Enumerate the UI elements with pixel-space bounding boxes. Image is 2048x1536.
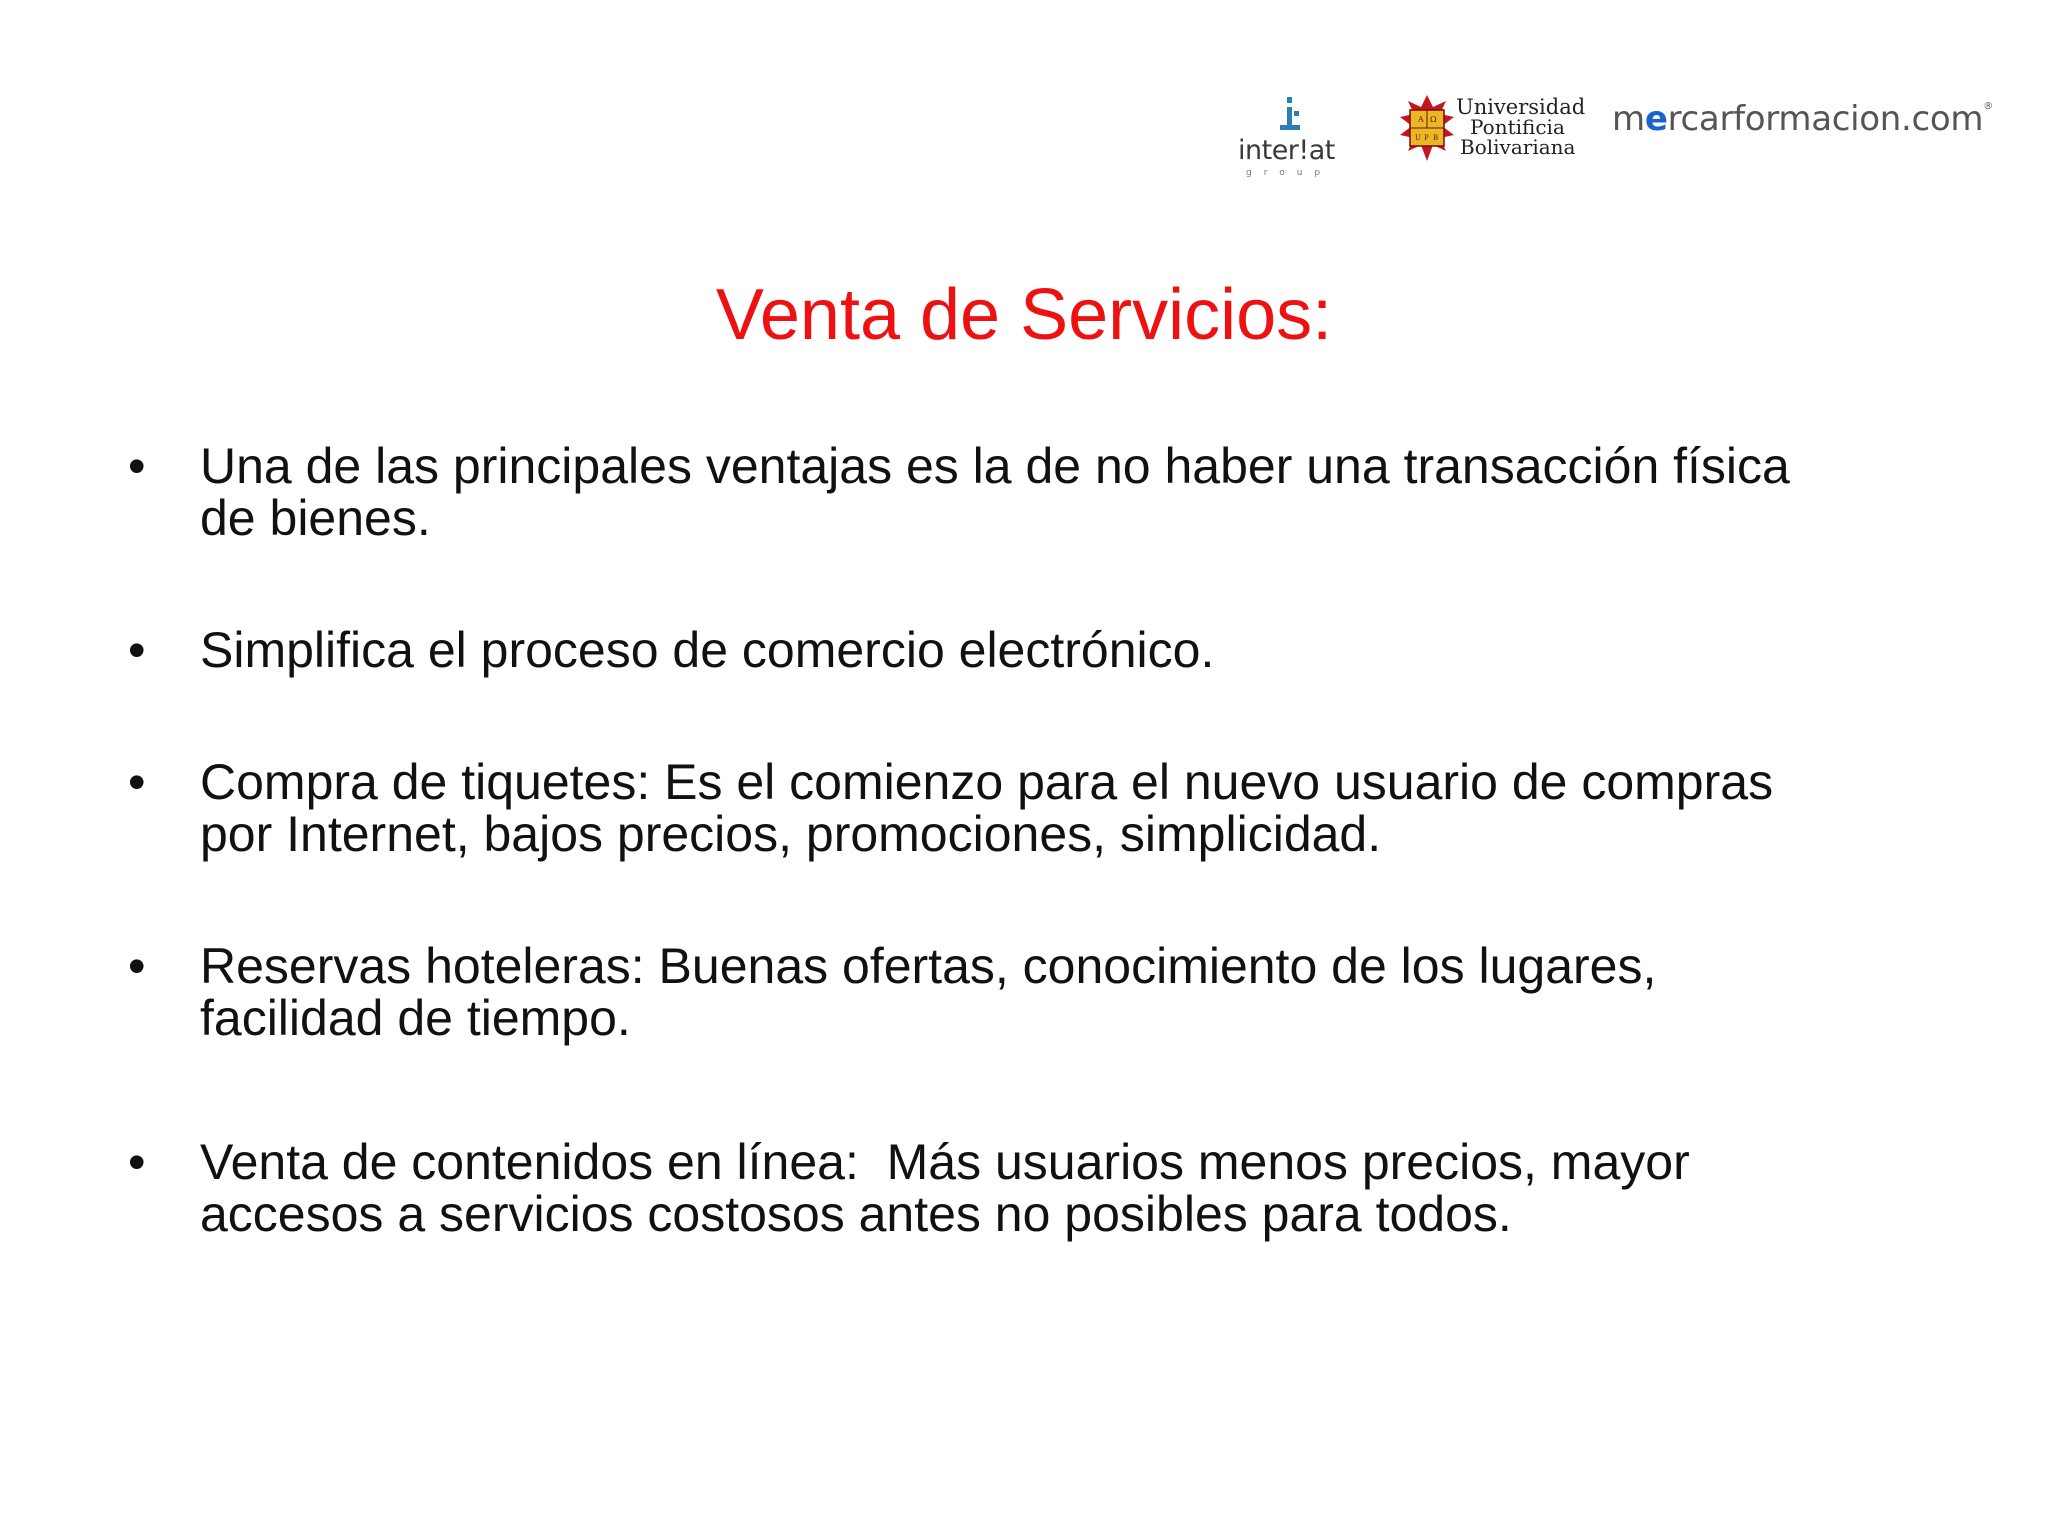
upb-shield-letter: P xyxy=(1424,134,1429,142)
upb-shield-icon xyxy=(1396,95,1458,161)
upb-logo xyxy=(1396,95,1586,165)
upb-name-line: Pontificia xyxy=(1470,115,1565,139)
upb-shield-letter: A xyxy=(1418,115,1424,124)
bullet-text: Venta de contenidos en línea: Más usuarios menos precios, mayor accesos a servicios costosos antes no posibles para todos. xyxy=(200,1134,1690,1242)
upb-shield-letter: B xyxy=(1433,134,1439,142)
bullet-marker: • xyxy=(128,438,146,494)
interlat-mark-icon xyxy=(1276,97,1306,137)
bullet-text: Compra de tiquetes: Es el comienzo para el nuevo usuario de compras por Internet, bajos precios, promociones, simplicidad. xyxy=(200,754,1774,862)
bullet-text: Reservas hoteleras: Buenas ofertas, conocimiento de los lugares, facilidad de tiempo. xyxy=(200,938,1657,1046)
registered-mark: ® xyxy=(1983,101,1993,112)
interlat-wordmark: inter!at xyxy=(1238,135,1335,166)
mercarformacion-logo xyxy=(1612,99,1993,139)
bullet-marker: • xyxy=(128,1134,146,1190)
interlat-logo xyxy=(1236,95,1346,185)
mercar-e-mark: e xyxy=(1644,99,1668,139)
upb-shield-letter: U xyxy=(1415,134,1421,142)
bullet-marker: • xyxy=(128,754,146,810)
mercar-rest: rcarformacion.com xyxy=(1667,99,1984,139)
logo-bar xyxy=(1236,95,1992,185)
interlat-subtitle: group xyxy=(1246,168,1333,178)
upb-name-line: Universidad xyxy=(1456,95,1586,119)
bullet-text: Simplifica el proceso de comercio electrónico. xyxy=(200,622,1215,678)
bullet-marker: • xyxy=(128,622,146,678)
upb-shield-letter: Ω xyxy=(1430,115,1437,124)
bullet-text: Una de las principales ventajas es la de no haber una transacción física de bienes. xyxy=(200,438,1790,546)
upb-name xyxy=(1456,97,1585,157)
slide-title: Venta de Servicios: xyxy=(715,275,1333,355)
upb-name-line: Bolivariana xyxy=(1460,135,1576,159)
bullet-marker: • xyxy=(128,938,146,994)
mercar-prefix: m xyxy=(1612,99,1645,139)
